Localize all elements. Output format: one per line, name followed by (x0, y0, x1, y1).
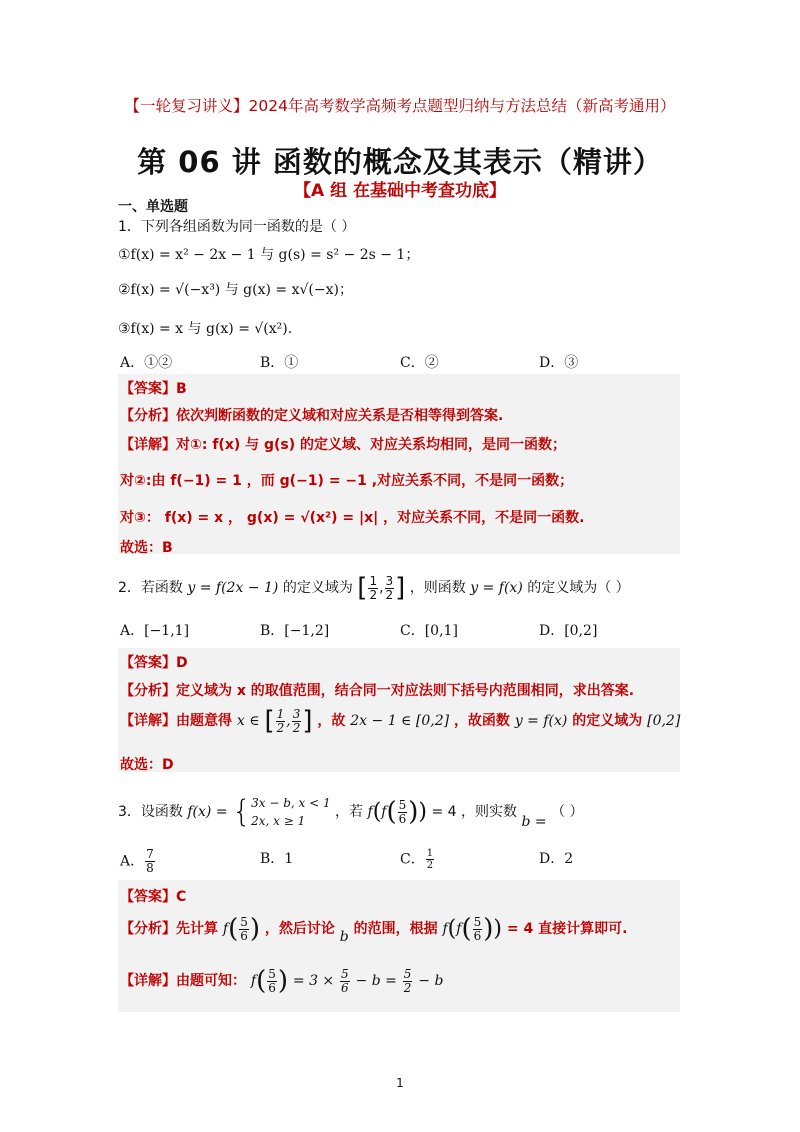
fraction: $\frac{1}{2}$ (369, 573, 378, 602)
detail-1-line-2: 对②:由 f(−1) = 1 ，而 g(−1) = −1 ,对应关系不同，不是同一函数； (120, 473, 574, 489)
analysis-2: 【分析】定义域为 x 的取值范围，结合同一对应法则下括号内范围相同，求出答案. (120, 683, 635, 699)
variable-b: b (339, 929, 349, 945)
analysis-text: = 4 直接计算即可. (506, 921, 628, 937)
detail-2: 【详解】由题意得 x ∈ [ $\frac{1}{2}$ , $\frac{3}{2}$ ] ，故 2x − 1 ∈ [0,2] ，故函数 y = f(x) 的定义域为 [0,2] (120, 706, 681, 736)
answer-2: 【答案】D (120, 655, 188, 671)
question-2-stem: 2．若函数 y = f(2x − 1) 的定义域为 [ $\frac{1}{2}$ , $\frac{3}{2}$ ] ，则函数 y = f(x) 的定义域为（ ） (118, 573, 630, 603)
option-d: D．③ (539, 355, 579, 371)
detail-1-line-3: 对③： f(x) = x ， g(x) = √(x²) = |x| ，对应关系不同，不是同一函数. (120, 510, 585, 526)
math-x: x ∈ (236, 713, 260, 729)
question-2-stem-part: 的定义域为 (282, 580, 353, 596)
question-2-function: y = f(2x − 1) (187, 580, 279, 596)
question-1-item-3: ③f(x) = x 与 g(x) = √(x²). (118, 321, 293, 337)
analysis-text: 【分析】先计算 (120, 921, 218, 937)
option-a: A．①② (120, 355, 173, 371)
analysis-text: 的范围，根据 (353, 921, 438, 937)
math-expr: − b = (355, 973, 397, 989)
fraction: $\frac{3}{2}$ (292, 706, 301, 735)
answer-1: 【答案】B (120, 381, 187, 397)
option-c: C． $\frac{1}{2}$ (400, 848, 434, 871)
math-expr: − b (418, 973, 444, 989)
math-expr: y = f(x) (514, 713, 568, 729)
solution-box-1 (118, 374, 680, 554)
composite-expr: f(f( $\frac{5}{6}$ )) (367, 797, 428, 827)
option-b: B．[−1,2] (260, 623, 330, 639)
option-c: C．[0,1] (400, 623, 458, 639)
detail-text: 的定义域为 (572, 713, 643, 729)
question-2-stem-part: 2．若函数 (118, 580, 183, 596)
detail-text: ，故函数 (453, 713, 510, 729)
option-b: B．1 (260, 851, 294, 867)
question-3-stem-part: （ ） (551, 804, 584, 820)
option-a: A．[−1,1] (120, 623, 190, 639)
question-1-item-1: ①f(x) = x² − 2x − 1 与 g(s) = s² − 2s − 1； (118, 247, 420, 263)
math-expr: [0,2] (647, 713, 681, 729)
detail-text: 【详解】由题可知： (120, 973, 246, 989)
detail-3 (120, 966, 443, 996)
math-expr: f( $\frac{5}{6}$ ) (250, 966, 289, 996)
conclusion-2: 故选：D (120, 757, 174, 773)
fraction: $\frac{1}{2}$ (426, 848, 434, 871)
analysis-text: ，然后讨论 (264, 921, 335, 937)
page-number: 1 (396, 1076, 404, 1090)
question-3-stem-part: = 4 ，则实数 (431, 804, 518, 820)
piece-1: 3x − b, x < 1 (251, 796, 331, 810)
answer-3: 【答案】C (120, 889, 187, 905)
math-expr: f( $\frac{5}{6}$ ) (222, 914, 261, 944)
fraction: $\frac{5}{6}$ (341, 966, 349, 995)
fraction: $\frac{7}{8}$ (146, 847, 154, 875)
detail-text: 【详解】由题意得 (120, 713, 232, 729)
question-3-stem (118, 794, 584, 830)
piecewise (251, 794, 330, 830)
question-3-stem-part: ，若 (335, 804, 364, 820)
option-b: B．① (260, 355, 299, 371)
variable-b: b = (521, 814, 547, 830)
right-bracket: ] (395, 573, 406, 603)
fraction: $\frac{1}{2}$ (276, 706, 285, 735)
option-d: D．2 (539, 851, 574, 867)
piece-2: 2x, x ≥ 1 (251, 814, 306, 828)
detail-1-line-1: 【详解】对①: f(x) 与 g(s) 的定义域、对应关系均相同，是同一函数； (120, 437, 567, 453)
math-expr: 2x − 1 ∈ [0,2] (350, 713, 450, 729)
fraction: $\frac{3}{2}$ (385, 573, 394, 602)
analysis-3 (120, 914, 627, 944)
option-c: C．② (400, 355, 439, 371)
question-3-stem-part: 3．设函数 (118, 804, 183, 820)
group-title: 【A 组 在基础中考查功底】 (294, 181, 506, 201)
function-name: f(x) = (187, 804, 228, 820)
lecture-title: 第 06 讲 函数的概念及其表示（精讲） (137, 145, 663, 179)
math-expr: = 3 × (292, 973, 335, 989)
option-a: A． $\frac{7}{8}$ (120, 847, 154, 875)
detail-text: ，故 (317, 713, 346, 729)
analysis-1: 【分析】依次判断函数的定义域和对应关系是否相等得到答案. (120, 408, 504, 424)
right-bracket: ] (302, 706, 313, 736)
question-2-stem-part: ，则函数 (409, 580, 466, 596)
question-2-function: y = f(x) (470, 580, 523, 596)
question-1-stem: 1．下列各组函数为同一函数的是（ ） (118, 219, 356, 235)
left-bracket: [ (357, 573, 368, 603)
question-2-stem-part: 的定义域为（ ） (527, 580, 630, 596)
section-heading: 一、单选题 (118, 199, 188, 215)
math-expr: f(f( $\frac{5}{6}$ )) (442, 914, 502, 944)
left-bracket: [ (264, 706, 275, 736)
conclusion-1: 故选：B (120, 540, 173, 556)
option-d: D．[0,2] (539, 623, 598, 639)
question-1-item-2: ②f(x) = √(−x³) 与 g(x) = x√(−x)； (118, 282, 353, 298)
fraction: $\frac{5}{2}$ (403, 966, 412, 995)
series-title: 【一轮复习讲义】2024年高考数学高频考点题型归纳与方法总结（新高考通用） (124, 97, 676, 115)
brace: { (232, 794, 252, 830)
